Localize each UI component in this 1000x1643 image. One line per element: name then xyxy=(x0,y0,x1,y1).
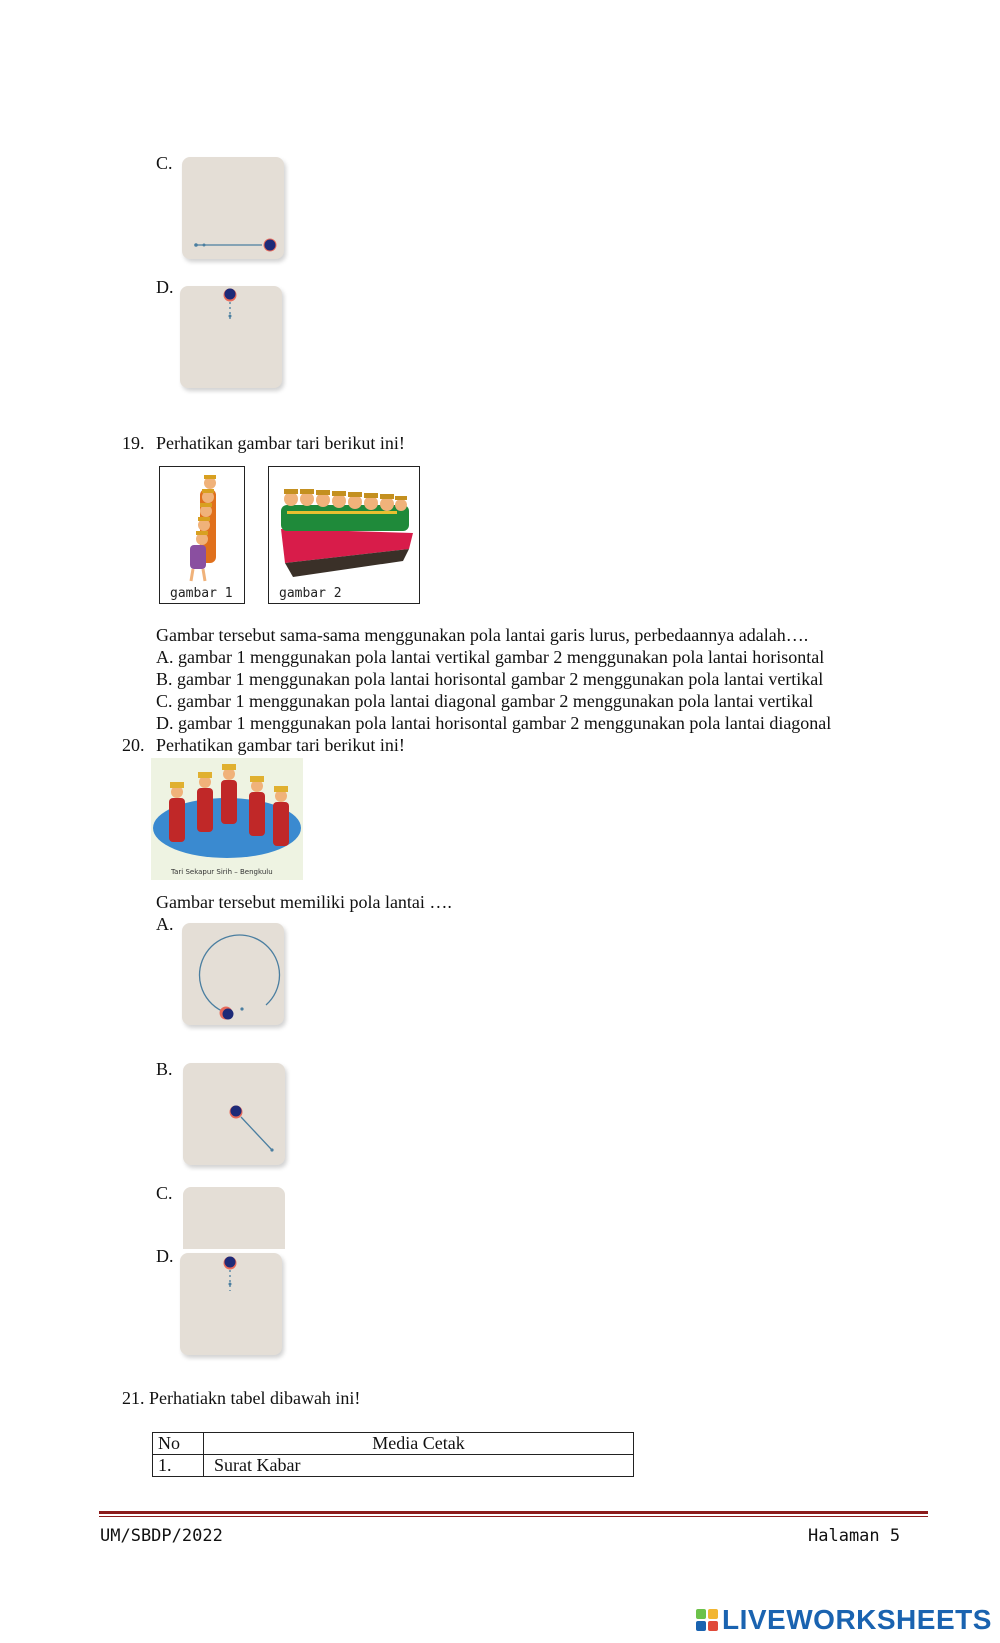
table-row xyxy=(153,1455,634,1477)
q18-option-d-label: D. xyxy=(156,277,174,297)
q21-prompt: 21. Perhatiakn tabel dibawah ini! xyxy=(122,1388,361,1408)
q19-number: 19. xyxy=(122,433,145,453)
footer-rule xyxy=(99,1511,928,1514)
table-header-row xyxy=(153,1433,634,1455)
q19-question: Gambar tersebut sama-sama menggunakan pola lantai garis lurus, perbedaannya adalah…. xyxy=(156,625,809,645)
q20-prompt: Perhatikan gambar tari berikut ini! xyxy=(156,735,405,755)
q20-image-caption: Tari Sekapur Sirih – Bengkulu xyxy=(171,868,273,876)
q19-option-d[interactable]: D. gambar 1 menggunakan pola lantai horisontal gambar 2 menggunakan pola lantai diagonal xyxy=(156,713,832,733)
q18-option-c-floor-pattern[interactable] xyxy=(182,157,284,259)
vertical-line-pattern-icon xyxy=(180,286,282,388)
q19-image-2-caption: gambar 2 xyxy=(279,586,342,601)
table-cell-no: 1. xyxy=(153,1455,204,1477)
dancers-horizontal-row-illustration xyxy=(269,467,419,585)
q20-option-d-floor-pattern[interactable] xyxy=(180,1253,282,1355)
q20-question: Gambar tersebut memiliki pola lantai …. xyxy=(156,892,452,912)
liveworksheets-logo-icon xyxy=(696,1609,718,1631)
q20-option-c-label: C. xyxy=(156,1183,173,1203)
q19-image-2 xyxy=(268,466,420,604)
footer-page-number: Halaman 5 xyxy=(808,1526,901,1546)
q20-option-c-floor-pattern[interactable] xyxy=(183,1187,285,1249)
horizontal-line-pattern-icon xyxy=(182,157,284,259)
q19-option-c[interactable]: C. gambar 1 menggunakan pola lantai diagonal gambar 2 menggunakan pola lantai vertikal xyxy=(156,691,814,711)
q20-option-b-floor-pattern[interactable] xyxy=(183,1063,285,1165)
table-header-no: No xyxy=(153,1433,204,1455)
q20-number: 20. xyxy=(122,735,145,755)
diagonal-line-pattern-icon xyxy=(183,1063,285,1165)
q19-image-1-caption: gambar 1 xyxy=(170,586,233,601)
vertical-line-pattern-icon xyxy=(180,1253,282,1355)
q20-option-d-label: D. xyxy=(156,1246,174,1266)
table-cell-media: Surat Kabar xyxy=(204,1455,634,1477)
q20-option-a-floor-pattern[interactable] xyxy=(182,923,284,1025)
media-table xyxy=(152,1432,634,1477)
q20-option-a-label: A. xyxy=(156,914,174,934)
q18-option-d-floor-pattern[interactable] xyxy=(180,286,282,388)
circle-pattern-icon xyxy=(182,923,284,1025)
q20-option-b-label: B. xyxy=(156,1059,173,1079)
q20-image xyxy=(151,758,303,880)
q19-prompt: Perhatikan gambar tari berikut ini! xyxy=(156,433,405,453)
footer-rule-thin xyxy=(99,1516,928,1517)
q19-image-1 xyxy=(159,466,245,604)
footer-code: UM/SBDP/2022 xyxy=(100,1526,223,1546)
q18-option-c-label: C. xyxy=(156,153,173,173)
table-header-media: Media Cetak xyxy=(204,1433,634,1455)
q19-option-b[interactable]: B. gambar 1 menggunakan pola lantai horisontal gambar 2 menggunakan pola lantai vertikal xyxy=(156,669,824,689)
liveworksheets-logo-text: LIVEWORKSHEETS xyxy=(722,1604,992,1635)
liveworksheets-logo[interactable] xyxy=(696,1605,992,1635)
dancers-circle-illustration xyxy=(151,758,303,866)
q19-option-a[interactable]: A. gambar 1 menggunakan pola lantai vertikal gambar 2 menggunakan pola lantai horisontal xyxy=(156,647,825,667)
dancers-vertical-line-illustration xyxy=(160,467,244,587)
